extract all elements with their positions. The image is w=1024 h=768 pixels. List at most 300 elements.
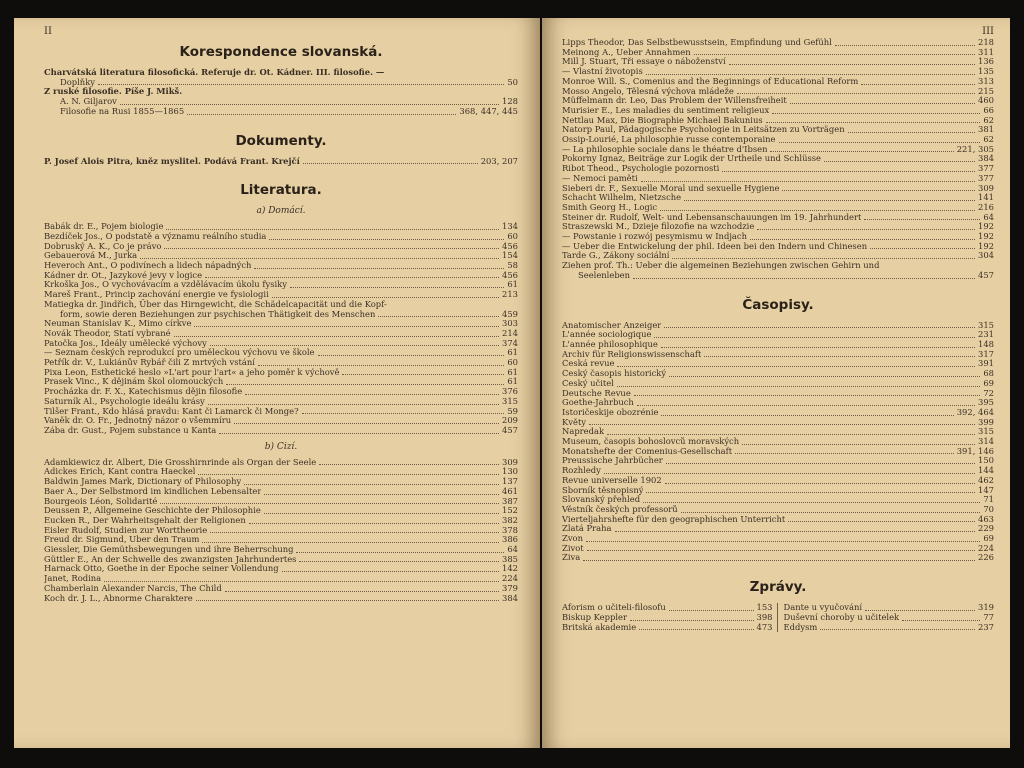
toc-entry [562,154,994,164]
dot-leader [742,444,975,445]
entry-text: Archiv für Religionswissenschaft [562,349,702,359]
toc-entry [562,389,994,399]
toc-entry [44,535,518,545]
entry-text: Koch dr. J. L., Abnorme Charaktere [44,593,193,603]
dot-leader [174,336,499,337]
entry-text: Prasek Vinc., K dějinám škol olomouckých [44,377,224,387]
entry-pages: 61 [507,366,518,377]
entry-text: Procházka dr. F. X., Katechismus dějin filosofie [44,387,243,397]
entry-pages: 136 [978,56,994,67]
toc-entry [562,427,994,437]
dot-leader [269,239,504,240]
entry-pages: 147 [978,484,994,495]
toc-entry [562,534,994,544]
entry-pages: 50 [507,76,518,87]
dot-leader [664,327,975,328]
entry-text: Bourgeois Léon, Solidarité [44,496,158,506]
entry-text: Pokorny Ignaz, Beiträge zur Logik der Urtheile und Schlüsse [562,154,822,164]
toc-entry [44,584,518,594]
entry-pages: 144 [978,465,994,476]
toc-entry [44,251,518,261]
entry-text: Matiegka dr. Jindřich, Über das Hirngewicht, die Schädelcapacität und die Kopf- [44,298,387,309]
dot-leader [187,114,456,115]
entry-text: — Ueber die Entwickelung der phil. Ideen bei den Indern und Chinesen [562,241,868,251]
entry-pages: 61 [507,347,518,358]
entry-pages: 153 [756,602,773,613]
entry-text: Eucken R., Der Wahrheitsgehalt der Religionen [44,515,246,525]
entry-pages: 315 [978,426,994,437]
entry-pages: 381 [978,124,994,135]
toc-entry [44,87,518,97]
literatura-title: Literatura. [240,182,322,199]
entry-pages: 378 [502,524,518,535]
toc-entry [44,358,518,368]
dot-leader [643,502,980,503]
entry-text: L'année philosophique [562,339,658,349]
literatura-continued-list [562,38,994,281]
entry-text: Kádner dr. Ot., Jazykové jevy v logice [44,270,203,280]
entry-text: Život [562,543,584,553]
entry-pages: 154 [502,250,518,261]
entry-pages: 135 [978,66,994,77]
dot-leader [654,337,975,338]
dot-leader [378,316,499,317]
toc-entry [562,87,994,97]
dot-leader [861,84,975,85]
entry-pages: 377 [978,163,994,174]
entry-pages: 66 [983,104,994,115]
entry-text: Sborník těsnopisný [562,485,644,495]
zpravy-left-column [562,603,778,632]
toc-entry [562,623,773,633]
dot-leader [865,610,975,611]
toc-entry [44,319,518,329]
entry-text: Biskup Keppler [562,612,627,622]
entry-pages: 64 [507,544,518,555]
entry-pages: 462 [978,474,994,485]
entry-pages: 309 [978,182,994,193]
dot-leader [646,74,975,75]
entry-text: Sieberi dr. F., Sexuelle Moral und sexuelle Hygiene [562,183,780,193]
zpravy-title: Zprávy. [749,579,807,596]
toc-entry [562,359,994,369]
entry-pages: 237 [978,621,994,632]
entry-text: A. N. Giljarov [60,97,117,107]
entry-pages: 374 [502,337,518,348]
toc-entry [44,242,518,252]
entry-text: Doplňky [60,77,95,87]
entry-text: Harnack Otto, Goethe in der Epoche seiner Vollendung [44,564,279,574]
toc-entry [562,321,994,331]
entry-pages: 384 [978,153,994,164]
dot-leader [160,503,499,504]
toc-entry [44,467,518,477]
dot-leader [864,219,980,220]
dot-leader [319,464,499,465]
toc-entry [562,125,994,135]
entry-text: Zvon [562,534,583,544]
toc-entry [44,310,518,320]
entry-pages: 69 [983,377,994,388]
dot-leader [296,552,504,553]
dot-leader [225,591,499,592]
toc-entry [784,623,995,633]
dot-leader [750,239,975,240]
entry-pages: 231 [978,329,994,340]
toc-entry [562,350,994,360]
dot-leader [604,473,975,474]
entry-pages: 203, 207 [480,155,518,166]
toc-entry [562,437,994,447]
entry-text: Güttler E., An der Schwelle des zwanzigsten Jahrhundertes [44,554,297,564]
toc-entry [44,368,518,378]
entry-pages: 192 [978,231,994,242]
entry-text: Ziehen prof. Th.: Ueber die algemeinen Beziehungen zwischen Gehirn und [562,260,880,271]
entry-text: Dobruský A. K., Co je právo [44,241,162,251]
entry-pages: 377 [978,172,994,183]
entry-pages: 142 [502,563,518,574]
entry-pages: 62 [983,114,994,125]
toc-entry [44,506,518,516]
domaci-list [44,222,518,435]
toc-entry [562,203,994,213]
entry-text: Seelenleben [578,270,631,280]
toc-entry [44,339,518,349]
dot-leader [198,474,499,475]
dot-leader [226,384,504,385]
dot-leader [617,366,975,367]
entry-text: Tilšer Frant., Kdo hlásá pravdu: Kant či Lamarck či Monge? [44,406,299,416]
dot-leader [820,629,975,630]
dot-leader [681,512,981,513]
entry-text: Tarde G., Zákony sociální [562,251,670,261]
entry-pages: 399 [978,416,994,427]
toc-entry [44,487,518,497]
entry-text: L'année sociologique [562,330,652,340]
page-number-right: III [982,26,994,37]
cizi-list [44,458,518,604]
entry-pages: 382 [502,514,518,525]
dot-leader [342,374,504,375]
toc-entry [44,477,518,487]
entry-text: Revue universelle 1902 [562,475,662,485]
entry-text: Mareš Frant., Princip zachování energie ve fysiologii [44,290,269,300]
entry-pages: 60 [507,230,518,241]
toc-entry [44,574,518,584]
toc-entry [562,213,994,223]
dot-leader [782,190,975,191]
toc-entry [562,38,994,48]
korespondence-title: Korespondence slovanská. [179,44,383,60]
dot-leader [104,581,499,582]
toc-entry [562,135,994,145]
dot-leader [630,620,754,621]
entry-pages: 395 [978,397,994,408]
dot-leader [164,248,499,249]
entry-text: P. Josef Alois Pitra, kněz myslitel. Podává Frant. Krejčí [44,156,300,166]
dot-leader [634,395,981,396]
dot-leader [646,492,975,493]
toc-entry [562,495,994,505]
entry-text: Patočka Jos., Ideály umělecké výchovy [44,338,207,348]
entry-text: Gebauerová M., Jurka [44,251,138,261]
entry-text: Müffelmann dr. Leo, Das Problem der Willensfreiheit [562,96,787,106]
entry-pages: 313 [978,75,994,86]
entry-text: Vierteljahrshefte für den geographischen Unterricht [562,514,786,524]
entry-text: Neuman Stanislav K., Mimo církve [44,319,192,329]
entry-pages: 224 [978,542,994,553]
dot-leader [757,229,975,230]
toc-entry [44,97,518,107]
entry-pages: 71 [983,494,994,505]
dot-leader [210,532,499,533]
dot-leader [583,560,975,561]
entry-pages: 473 [756,621,773,632]
dot-leader [202,542,499,543]
toc-entry [562,408,994,418]
entry-text: Ossip-Lourié, La philosophie russe contemporaine [562,135,776,145]
dot-leader [704,356,975,357]
entry-text: Chamberlain Alexander Narcis, The Child [44,583,222,593]
entry-text: Monroe Will. S., Comenius and the Beginnings of Educational Reform [562,76,859,86]
entry-text: Filosofie na Rusi 1855—1865 [60,106,185,116]
toc-entry [562,232,994,242]
entry-pages: 311 [978,46,994,57]
entry-text: Zlatá Praha [562,524,612,534]
dot-leader [219,433,499,434]
toc-entry [562,544,994,554]
entry-text: Petřík dr. V., Lukiánův Rybář čili Z mrtvých vstání [44,358,255,368]
dot-leader [264,494,499,495]
entry-text: Květy [562,417,587,427]
dot-leader [290,287,504,288]
entry-text: — Powstanie i rozwój pesymismu w Indjach [562,232,747,242]
entry-pages: 141 [978,192,994,203]
toc-entry [562,486,994,496]
entry-text: Britská akademie [562,622,637,632]
entry-pages: 69 [983,533,994,544]
entry-text: Nettlau Max, Die Biographie Michael Bakunius [562,115,763,125]
dot-leader [666,463,975,464]
toc-entry [562,447,994,457]
entry-text: Pixa Leon, Esthetické heslo »L'art pour l'art« a jeho poměr k výchově [44,367,340,377]
dot-leader [835,45,975,46]
toc-entry [44,416,518,426]
entry-text: Adickes Erich, Kant contra Haeckel [44,467,196,477]
entry-pages: 72 [983,387,994,398]
entry-text: — Nemoci paměti [562,173,638,183]
toc-entry [562,603,773,613]
entry-pages: 463 [978,513,994,524]
entry-text: Eddysm [783,622,818,632]
toc-entry [784,613,995,623]
toc-entry [44,348,518,358]
entry-text: Věstník českých professorů [562,504,678,514]
entry-text: Česká revue [562,359,615,369]
entry-text: — La philosophie sociale dans le théatre d'Ibsen [562,144,768,154]
entry-text: Freud dr. Sigmund, Über den Traum [44,535,200,545]
toc-entry [44,232,518,242]
entry-text: Babák dr. E., Pojem biologie [44,222,164,232]
entry-pages: 319 [978,602,994,613]
toc-entry [562,67,994,77]
entry-text: Smith Georg H., Logic [562,202,658,212]
entry-pages: 460 [978,95,994,106]
entry-pages: 77 [983,611,994,622]
toc-entry [562,242,994,252]
entry-text: Steiner dr. Rudolf, Welt- und Lebensanschauungen im 19. Jahrhundert [562,212,862,222]
entry-text: Istoričeskije obozrénie [562,407,659,417]
entry-text: Napredak [562,427,605,437]
entry-text: Adamkiewicz dr. Albert, Die Grosshirnrinde als Organ der Seele [44,457,317,467]
dot-leader [779,142,981,143]
entry-text: Lipps Theodor, Das Selbstbewusstsein, Empfindung und Gefühl [562,38,832,47]
dot-leader [824,161,975,162]
entry-text: Murisier E., Les maladies du sentiment religieux [562,105,770,115]
toc-entry [562,379,994,389]
entry-text: Český časopis historický [562,369,667,379]
dot-leader [694,54,975,55]
entry-text: Monatshefte der Comenius-Gesellschaft [562,446,733,456]
entry-pages: 68 [983,368,994,379]
dot-leader [98,84,504,85]
dot-leader [264,513,499,514]
toc-entry [562,369,994,379]
dot-leader [244,484,499,485]
toc-entry [562,96,994,106]
entry-pages: 304 [978,250,994,261]
toc-entry [44,426,518,436]
dot-leader [587,550,975,551]
entry-text: Meinong A., Ueber Annahmen [562,47,691,57]
dot-leader [607,434,975,435]
toc-entry [562,271,994,281]
dot-leader [766,122,981,123]
entry-pages: 315 [978,319,994,330]
entry-pages: 461 [502,485,518,496]
entry-pages: 213 [502,289,518,300]
entry-pages: 229 [978,523,994,534]
dot-leader [615,531,975,532]
entry-pages: 459 [502,308,518,319]
toc-entry [44,564,518,574]
dot-leader [902,620,980,621]
dot-leader [639,629,753,630]
dot-leader [166,229,499,230]
toc-entry [562,466,994,476]
toc-entry [44,407,518,417]
toc-entry [562,515,994,525]
dot-leader [848,132,975,133]
toc-entry [562,613,773,623]
toc-entry [44,329,518,339]
dot-leader [258,365,504,366]
toc-entry [562,476,994,486]
entry-pages: 218 [978,37,994,47]
entry-text: Goethe-Jahrbuch [562,398,634,408]
dot-leader [272,297,499,298]
dot-leader [245,394,499,395]
toc-entry [562,57,994,67]
toc-entry [44,222,518,232]
entry-text: Natorp Paul, Pädagogische Psychologie in Leitsätzen zu Vorträgen [562,125,845,135]
entry-text: Aforism o učiteli-filosofu [562,603,666,613]
entry-pages: 456 [502,240,518,251]
dot-leader [672,258,975,259]
dot-leader [665,483,975,484]
entry-pages: 387 [502,495,518,506]
entry-pages: 379 [502,582,518,593]
dot-leader [729,64,975,65]
right-page [542,18,1010,748]
toc-entry [784,603,995,613]
dot-leader [641,181,975,182]
entry-text: Baldwin James Mark, Dictionary of Philosophy [44,477,242,487]
entry-text: Deussen P., Allgemeine Geschichte der Philosophie [44,506,261,516]
toc-entry [44,545,518,555]
toc-entry [562,222,994,232]
entry-text: Anatomischer Anzeiger [562,320,662,330]
toc-entry [44,271,518,281]
entry-text: — Seznam českých reprodukcí pro uměleckou výchovu ve škole [44,348,315,358]
entry-pages: 216 [978,201,994,212]
entry-text: Mill J. Stuart, Tři essaye o náboženství [562,57,726,67]
entry-text: Rozhledy [562,466,601,476]
dot-leader [660,210,975,211]
casopisy-list [562,321,994,564]
toc-entry [562,505,994,515]
toc-entry [44,377,518,387]
toc-entry [562,418,994,428]
entry-pages: 391, 146 [956,445,994,456]
dot-leader [249,523,499,524]
entry-pages: 58 [507,260,518,271]
toc-entry [562,456,994,466]
entry-pages: 192 [978,240,994,251]
dot-leader [684,200,975,201]
entry-text: Saturník Al., Psychologie ideálu krásy [44,396,205,406]
toc-entry [44,594,518,604]
entry-pages: 59 [507,405,518,416]
entry-pages: 226 [978,552,994,563]
dot-leader [205,277,499,278]
entry-pages: 392, 464 [956,406,994,417]
zpravy-right-column [784,603,995,632]
toc-entry [562,330,994,340]
entry-pages: 384 [502,592,518,603]
entry-pages: 303 [502,318,518,329]
dot-leader [234,423,499,424]
dot-leader [586,541,980,542]
toc-entry [44,516,518,526]
entry-text: Z ruské filosofie. Píše J. Mikš. [44,86,183,97]
domaci-label: a) Domácí. [256,206,306,217]
toc-entry [562,193,994,203]
dot-leader [194,326,499,327]
entry-text: Mosso Angelo, Tělesná výchova mládeže [562,86,734,96]
dot-leader [669,376,980,377]
entry-pages: 314 [978,436,994,447]
entry-pages: 317 [978,348,994,359]
toc-entry [44,497,518,507]
entry-pages: 221, 305 [956,143,994,154]
entry-pages: 62 [983,134,994,145]
entry-pages: 209 [502,415,518,426]
entry-pages: 192 [978,221,994,232]
entry-pages: 457 [502,424,518,435]
dot-leader [254,268,504,269]
cizi-label: b) Cizí. [264,441,298,452]
